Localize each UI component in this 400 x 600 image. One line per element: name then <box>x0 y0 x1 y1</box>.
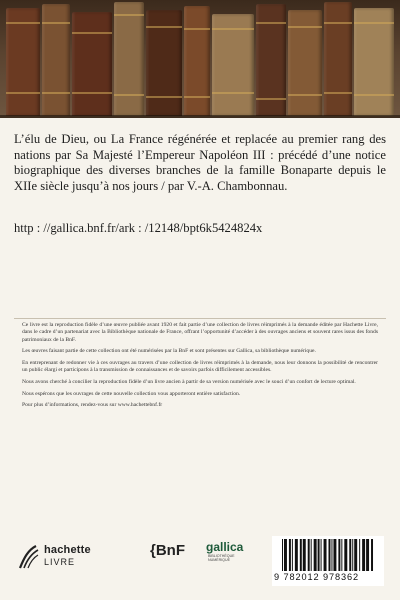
barcode-bar <box>341 539 342 571</box>
gallica-logo <box>206 540 246 574</box>
publisher-notice <box>22 322 378 414</box>
barcode-bars-icon <box>282 539 374 571</box>
isbn-barcode <box>272 536 384 586</box>
notice-paragraph: Nous avons cherché à concilier la reproduction fidèle d’un livre ancien à partir de sa version numérisée avec le souci d’un confort de lecture optimal. <box>22 379 356 385</box>
book-spine <box>212 14 254 116</box>
book-spine <box>72 12 112 116</box>
hachette-mark-icon <box>18 544 40 570</box>
barcode-bar <box>331 539 332 571</box>
barcode-bar <box>308 539 310 571</box>
barcode-bar <box>349 539 351 571</box>
barcode-bar <box>359 539 360 571</box>
notice-paragraph: Pour plus d’informations, rendez-vous sur www.hachettebnf.fr <box>22 402 163 409</box>
barcode-bar <box>300 539 302 571</box>
barcode-bar <box>354 539 357 571</box>
barcode-bar <box>289 539 291 571</box>
barcode-bar <box>344 539 347 571</box>
book-spine <box>184 6 210 116</box>
book-spine <box>354 8 394 116</box>
barcode-bar <box>284 539 287 571</box>
book-spine <box>42 4 70 116</box>
book-spine <box>146 10 182 116</box>
barcode-bar <box>303 539 306 571</box>
gallica-tagline: BIBLIOTHÈQUE NUMÉRIQUE <box>208 554 235 563</box>
barcode-bar <box>371 539 373 571</box>
barcode-bar <box>292 539 293 571</box>
barcode-bar <box>338 539 340 571</box>
barcode-bar <box>282 539 283 571</box>
hachette-livre-logo <box>18 542 118 576</box>
hachette-sub-wordmark: LIVRE <box>44 557 76 567</box>
barcode-bar <box>321 539 322 571</box>
barcode-bar <box>362 539 365 571</box>
notice-paragraph: Nous espérons que les ouvrages de cette nouvelle collection vous apporteront entière satisfaction. <box>22 390 241 397</box>
book-spine <box>6 8 40 116</box>
barcode-bar <box>314 539 317 571</box>
cover-photo-bookshelf <box>0 0 400 118</box>
notice-paragraph: En entreprenant de redonner vie à ces ouvrages au travers d’une collection de livres réimprimés à la demande, nous leur donnons la possibilité de rencontrer un public élargi et participons à la transmission de connaissances et de savoirs parfois difficilement accessibles. <box>22 360 378 374</box>
barcode-bar <box>318 539 320 571</box>
book-spine <box>114 2 144 116</box>
barcode-bar <box>328 539 330 571</box>
hachette-wordmark: hachette <box>44 544 91 556</box>
bnf-logo: {BnF <box>150 542 185 559</box>
book-spine <box>256 4 286 116</box>
barcode-bar <box>295 539 298 571</box>
barcode-digits: 9 782012 978362 <box>274 572 360 582</box>
barcode-bar <box>333 539 336 571</box>
barcode-bar <box>352 539 353 571</box>
logo-row <box>18 536 382 586</box>
divider <box>14 318 386 319</box>
shelf-edge <box>0 115 400 118</box>
barcode-bar <box>311 539 312 571</box>
barcode-bar <box>324 539 327 571</box>
notice-paragraph: Les œuvres faisant partie de cette collection ont été numérisées par la BnF et sont présentes sur Gallica, sa bibliothèque numérique. <box>22 348 316 355</box>
gallica-wordmark: gallica <box>206 540 244 554</box>
book-spine <box>324 2 352 116</box>
barcode-bar <box>366 539 369 571</box>
book-title: L’élu de Dieu, ou La France régénérée et replacée au premier rang des nations par Sa Majesté l’Empereur Napoléon III : précédé d’une notice biographique des diverses branches de la famille Bonaparte depuis le XIIe siècle jusqu’à nos jours / par V.-A. Chambonnau. <box>14 132 386 193</box>
notice-paragraph: Ce livre est la reproduction fidèle d’une œuvre publiée avant 1920 et fait partie d’une collection de livres réimprimés à la demande éditée par Hachette Livre, dans le cadre d’un partenariat avec la Bibliothèque nationale de France, offrant l’opportunité d’accéder à des ouvrages anciens et souvent rares issus des fonds patrimoniaux de la BnF. <box>22 322 378 343</box>
book-spine <box>288 10 322 116</box>
gallica-url: http : //gallica.bnf.fr/ark : /12148/bpt6k5424824x <box>14 221 263 235</box>
